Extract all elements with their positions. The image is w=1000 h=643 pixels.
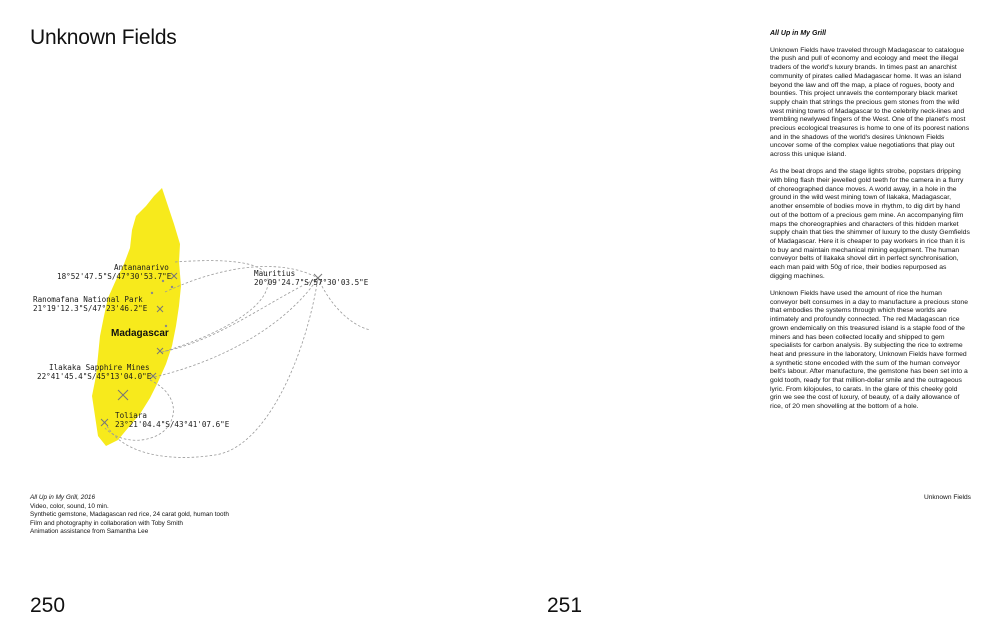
right-page (500, 0, 1000, 643)
caption-line: Animation assistance from Samantha Lee (30, 528, 149, 536)
essay-text (770, 30, 970, 420)
label-ranomafana-coords: 21°19'12.3"S/47°23'46.2"E (33, 304, 148, 313)
running-footer: Unknown Fields (924, 494, 971, 501)
madagascar-island (92, 188, 181, 446)
essay-paragraph: As the beat drops and the stage lights strobe, popstars dripping with bling flash their jewelled gold teeth for the camera in a flurry of choreographed dance moves. A world away, in a hole in the ground in the wild west mining town of Ilakaka, Madagascar, another ensemble of bodies move in rhythm, to dig dirt by hand out of the bottom of a precious gem mine. An accompanying film maps the choreographies and characters of this hidden market supply chain that ties the shimmer of luxury to the dusty Gemfields of Madagascar. Here it is cheaper to pay workers in rice than it is to buy and maintain mechanical mining equipment. The human conveyor belts of Ilakaka shovel dirt in perfect synchronisation, each man paid with 50g of rice, their bodies repurposed as digging machines. (770, 168, 970, 280)
label-toliara-name: Toliara (115, 411, 148, 420)
artwork-caption (30, 494, 330, 537)
label-mauritius-coords: 20°09'24.7"S/57°30'03.5"E (254, 278, 369, 287)
label-ranomafana-name: Ranomafana National Park (33, 295, 143, 304)
label-antananarivo-coords: 18°52'47.5"S/47°30'53.7"E (57, 272, 172, 281)
caption-title: All Up in My Grill, 2016 (30, 494, 95, 501)
page-title: Unknown Fields (30, 26, 177, 49)
essay-paragraph: Unknown Fields have used the amount of rice the human conveyor belt consumes in a day to manufacture a precious stone that embodies the systems through which these worlds are intimately and profoundly connected. The red Madagascan rice grown endemically on this treasured island is a staple food of the miners and has been collected locally and shipped to gem specialists for carbon analysis. By subjecting the rice to extreme heat and pressure in the laboratory, Unknown Fields have formed a synthetic stone encoded with the sum of the human conveyor belt's labour. After manufacture, the gemstone has been set into a gold tooth, ready for that million-dollar smile and the outrageous lyric. From kilojoules, to carats. In the glare of this cheeky gold grin we see the cost of luxury, of beauty, of a daily allowance of rice, of 20 men shovelling at the bottom of a hole. (770, 289, 968, 411)
label-ilakaka-name: Ilakaka Sapphire Mines (49, 363, 150, 372)
caption-line: Video, color, sound, 10 min. (30, 502, 109, 510)
label-antananarivo-name: Antananarivo (114, 263, 169, 272)
essay-heading: All Up in My Grill (770, 30, 827, 37)
caption-line: Film and photography in collaboration with Toby Smith (30, 519, 183, 527)
page-number-left: 250 (30, 594, 66, 617)
label-ilakaka-coords: 22°41'45.4"S/45°13'04.0"E (37, 372, 152, 381)
page-number-right: 251 (547, 594, 583, 617)
country-label: Madagascar (111, 328, 169, 339)
caption-line: Synthetic gemstone, Madagascan red rice, 24 carat gold, human tooth (30, 511, 229, 519)
essay-paragraph: Unknown Fields have traveled through Madagascar to catalogue the push and pull of economy and ecology and meet the illegal traders of the world's luxury brands. In times past an anarchist community of pirates called Madagascar home. It was an island beyond the law and off the map, a place of rogues, booty and bounties. This project unravels the contemporary black market supply chain that strings the precious gem stones from the wild west mining towns of Madagascar to the celebrity neck-lines and trembling newlywed fingers of the West. One of the planet's most precious ecological treasures is home to one of its poorest nations and in the shadows of the world's desires Unknown Fields uncover some of the complex value negotiations that play out across this unique island. (770, 46, 970, 159)
label-mauritius-name: Mauritius (254, 269, 296, 278)
label-toliara-coords: 23°21'04.4"S/43°41'07.6"E (115, 420, 230, 429)
